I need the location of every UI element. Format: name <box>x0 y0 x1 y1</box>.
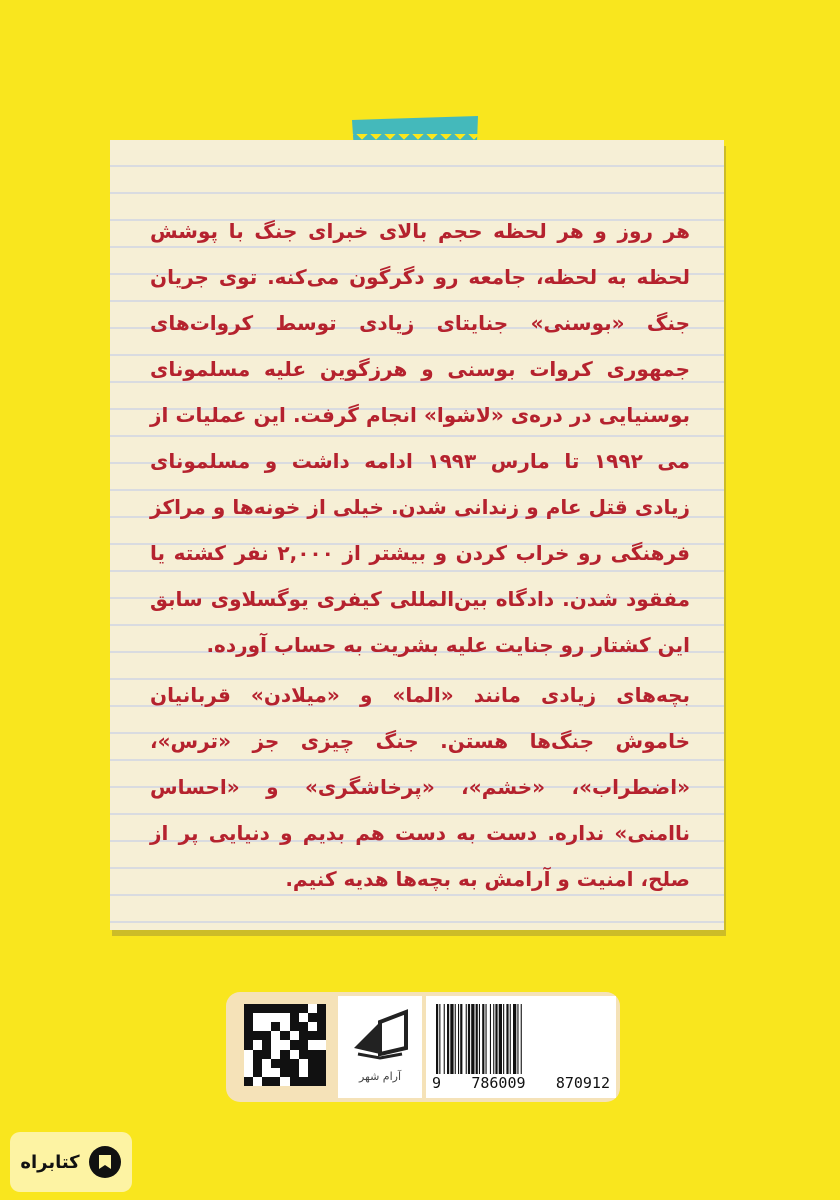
barcode-bars <box>434 1004 608 1074</box>
ketabrah-logo-icon <box>88 1145 122 1179</box>
book-icon <box>348 1004 412 1064</box>
barcode-digit-group: 9 <box>432 1074 442 1092</box>
back-cover-text <box>150 208 690 902</box>
paragraph-2: بچه‌های زیادی مانند «الما» و «میلادن» قربانیان خاموش جنگ‌ها هستن. جنگ چیزی جز «ترس»، «اضطراب»، «خشم»، «پرخاشگری» و «احساس ناامنی» نداره. دست به دست هم بدیم و دنیایی پر از صلح، امنیت و آرامش به بچه‌ها هدیه کنیم. <box>150 683 690 891</box>
isbn-barcode <box>426 996 616 1098</box>
qr-code <box>244 1004 326 1086</box>
publisher-logo <box>338 996 422 1098</box>
publisher-name: آرام شهر <box>358 1070 402 1083</box>
barcode-panel <box>226 992 620 1102</box>
paragraph-1: هر روز و هر لحظه حجم بالای خبرای جنگ با پوشش لحظه به لحظه، جامعه رو دگرگون می‌کنه. توی جریان جنگ «بوسنی» جنایتای زیادی توسط کروات‌های جمهوری کروات بوسنی و هرزگوین علیه مسلمونای بوسنیایی در دره‌ی «لاشوا» انجام گرفت. این عملیات از می ۱۹۹۲ تا مارس ۱۹۹۳ ادامه داشت و مسلمونای زیادی قتل عام و زندانی شدن. خیلی از خونه‌ها و مراکز فرهنگی رو خراب کردن و بیشتر از ۲,۰۰۰ نفر کشته یا مفقود شدن. دادگاه بین‌المللی کیفری یوگسلاوی سابق این کشتار رو جنایت علیه بشریت به حساب آورده. <box>150 219 691 657</box>
barcode-digit-group: 870912 <box>555 1074 610 1092</box>
ketabrah-badge[interactable] <box>10 1132 132 1192</box>
badge-label: کتابراه <box>20 1151 80 1173</box>
barcode-digit-group: 786009 <box>471 1074 526 1092</box>
barcode-number <box>432 1074 610 1092</box>
